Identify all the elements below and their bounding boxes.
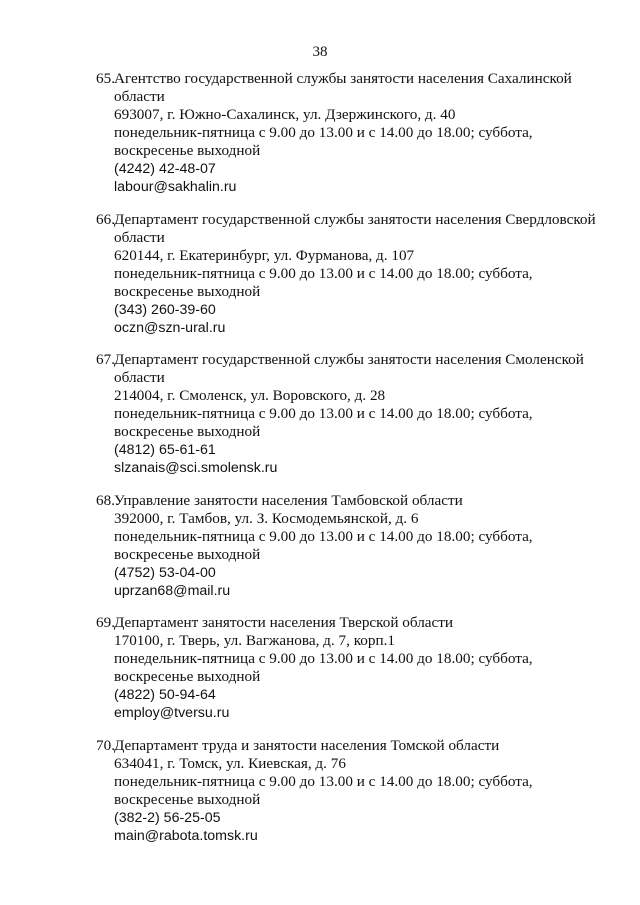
agency-phone: (4822) 50-94-64 [114,687,216,703]
agency-address: 620144, г. Екатеринбург, ул. Фурманова, д. 107 [114,246,415,264]
working-hours: понедельник-пятница с 9.00 до 13.00 и с 14.00 до 18.00; суббота, [114,650,533,667]
agency-phone: (4242) 42-48-07 [114,161,216,177]
agency-address: 214004, г. Смоленск, ул. Воровского, д. 28 [114,387,386,404]
agency-title: Департамент труда и занятости населения Томской области [114,736,500,754]
entry-number: 67. [96,351,115,368]
agency-address: 634041, г. Томск, ул. Киевская, д. 76 [114,754,346,772]
agency-entry-70 [96,737,616,845]
agency-phone: (382-2) 56-25-05 [114,809,221,826]
working-hours: понедельник-пятница с 9.00 до 13.00 и с 14.00 до 18.00; суббота, [114,405,533,422]
agency-title: Управление занятости населения Тамбовской области [114,491,463,509]
agency-email: labour@sakhalin.ru [114,179,237,195]
entry-number: 65. [96,70,115,87]
agency-email: oczn@szn-ural.ru [114,319,226,336]
agency-address: 170100, г. Тверь, ул. Вагжанова, д. 7, корп.1 [114,632,396,649]
agency-title: Департамент государственной службы занятости населения Смоленской [114,351,584,368]
agency-title: Департамент занятости населения Тверской области [114,614,454,631]
working-hours-continued: воскресенье выходной [114,790,261,808]
working-hours: понедельник-пятница с 9.00 до 13.00 и с 14.00 до 18.00; суббота, [114,264,533,282]
agency-phone: (4812) 65-61-61 [114,442,216,458]
agency-title: Агентство государственной службы занятости населения Сахалинской [114,70,572,87]
working-hours: понедельник-пятница с 9.00 до 13.00 и с 14.00 до 18.00; суббота, [114,772,533,790]
working-hours: понедельник-пятница с 9.00 до 13.00 и с 14.00 до 18.00; суббота, [114,124,533,141]
agency-email: uprzan68@mail.ru [114,582,231,599]
working-hours-continued: воскресенье выходной [114,423,261,440]
agency-email: employ@tversu.ru [114,705,230,721]
agency-entry-65 [96,70,616,196]
agency-entry-69 [96,614,616,722]
working-hours-continued: воскресенье выходной [114,282,261,300]
entry-number: 66. [96,210,115,228]
agency-title-continued: области [114,369,165,386]
page-number: 38 [312,44,328,60]
working-hours-continued: воскресенье выходной [114,142,261,159]
agency-phone: (343) 260-39-60 [114,301,216,318]
agency-entry-67 [96,351,616,477]
entry-number: 68. [96,491,115,509]
agency-title-continued: области [114,228,165,246]
agency-address: 392000, г. Тамбов, ул. З. Космодемьянской, д. 6 [114,509,419,527]
agency-email: slzanais@sci.smolensk.ru [114,460,278,476]
working-hours-continued: воскресенье выходной [114,668,261,685]
agency-address: 693007, г. Южно-Сахалинск, ул. Дзержинского, д. 40 [114,106,456,123]
agency-phone: (4752) 53-04-00 [114,564,216,581]
working-hours: понедельник-пятница с 9.00 до 13.00 и с 14.00 до 18.00; суббота, [114,527,533,545]
agency-entry-68 [96,492,616,600]
entry-number: 70. [96,736,115,754]
agency-title: Департамент государственной службы занятости населения Свердловской [114,210,596,228]
agency-list [96,70,616,859]
working-hours-continued: воскресенье выходной [114,545,261,563]
entry-number: 69. [96,614,115,631]
agency-entry-66 [96,211,616,337]
agency-title-continued: области [114,88,165,105]
agency-email: main@rabota.tomsk.ru [114,827,258,844]
